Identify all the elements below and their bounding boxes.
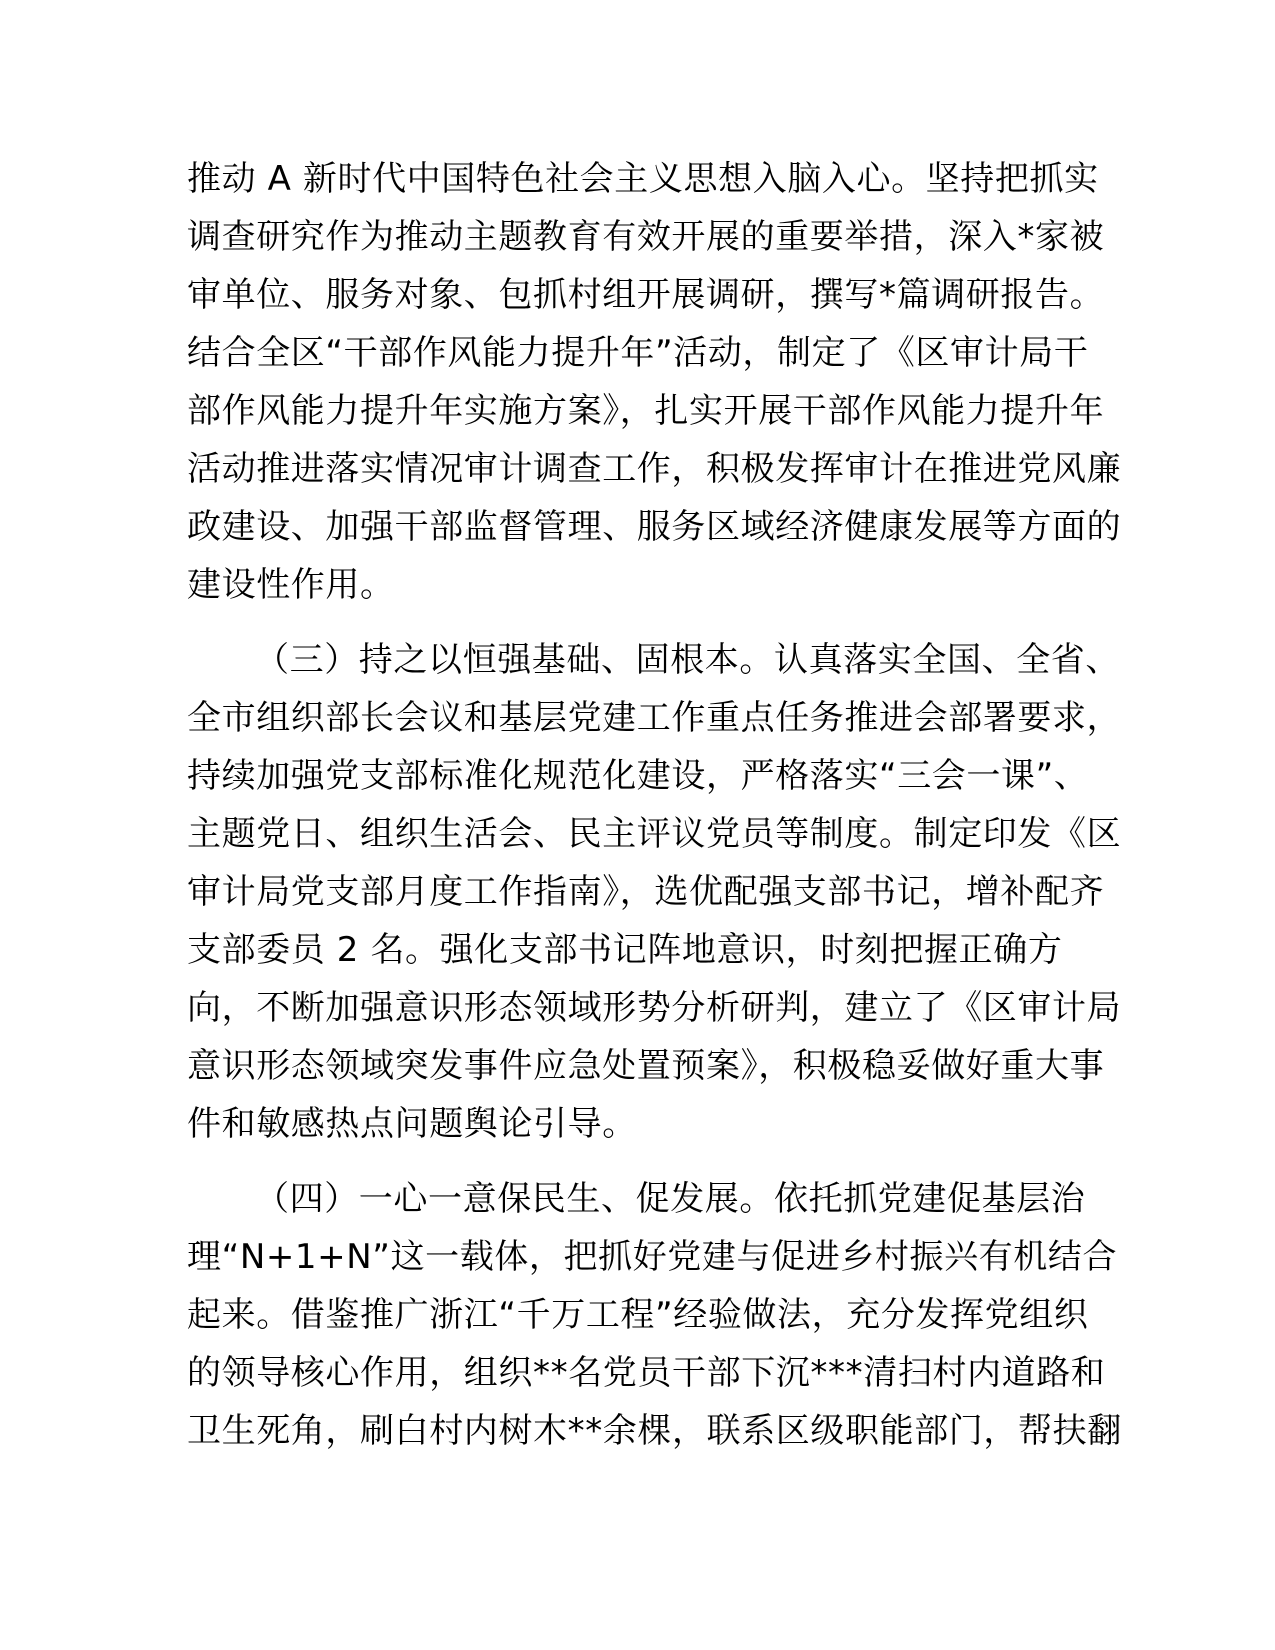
text-line: 调查研究作为推动主题教育有效开展的重要举措，深入*家被 xyxy=(187,217,1105,257)
text-line: 政建设、加强干部监督管理、服务区域经济健康发展等方面的 xyxy=(187,507,1122,547)
text-line: 推动 A 新时代中国特色社会主义思想入脑入心。坚持把抓实 xyxy=(187,159,1099,199)
text-line: 起来。借鉴推广浙江“千万工程”经验做法，充分发挥党组织 xyxy=(187,1295,1089,1335)
text-line: 建设性作用。 xyxy=(187,565,395,605)
text-line: 理“N+1+N”这一载体，把抓好党建与促进乡村振兴有机结合 xyxy=(187,1237,1118,1277)
text-line: 结合全区“干部作风能力提升年”活动，制定了《区审计局干 xyxy=(187,333,1089,373)
text-line: 的领导核心作用，组织**名党员干部下沉***清扫村内道路和 xyxy=(187,1353,1106,1393)
text-line: 审计局党支部月度工作指南》，选优配强支部书记，增补配齐 xyxy=(187,872,1105,912)
text-line: 部作风能力提升年实施方案》，扎实开展干部作风能力提升年 xyxy=(187,391,1105,431)
text-line: 活动推进落实情况审计调查工作，积极发挥审计在推进党风廉 xyxy=(187,449,1122,489)
text-line: 审单位、服务对象、包抓村组开展调研，撰写*篇调研报告。 xyxy=(187,275,1105,315)
document-page xyxy=(187,150,1122,1477)
section-3-heading-line: （三）持之以恒强基础、固根本。认真落实全国、全省、 xyxy=(255,640,1120,680)
section-4-heading-line: （四）一心一意保民生、促发展。依托抓党建促基层治 xyxy=(255,1179,1086,1219)
paragraph-section-3 xyxy=(187,631,1122,1153)
paragraph-section-4 xyxy=(187,1170,1122,1460)
text-line: 意识形态领域突发事件应急处置预案》，积极稳妥做好重大事 xyxy=(187,1046,1105,1086)
text-line: 持续加强党支部标准化规范化建设，严格落实“三会一课”、 xyxy=(187,756,1089,796)
text-line: 主题党日、组织生活会、民主评议党员等制度。制定印发《区 xyxy=(187,814,1122,854)
text-line: 全市组织部长会议和基层党建工作重点任务推进会部署要求， xyxy=(187,698,1122,738)
text-line: 卫生死角，刷白村内树木**余棵，联系区级职能部门，帮扶翻 xyxy=(187,1411,1122,1451)
text-line: 向，不断加强意识形态领域形势分析研判，建立了《区审计局 xyxy=(187,988,1122,1028)
paragraph-1 xyxy=(187,150,1122,614)
text-line: 件和敏感热点问题舆论引导。 xyxy=(187,1104,637,1144)
text-line: 支部委员 2 名。强化支部书记阵地意识，时刻把握正确方 xyxy=(187,930,1063,970)
